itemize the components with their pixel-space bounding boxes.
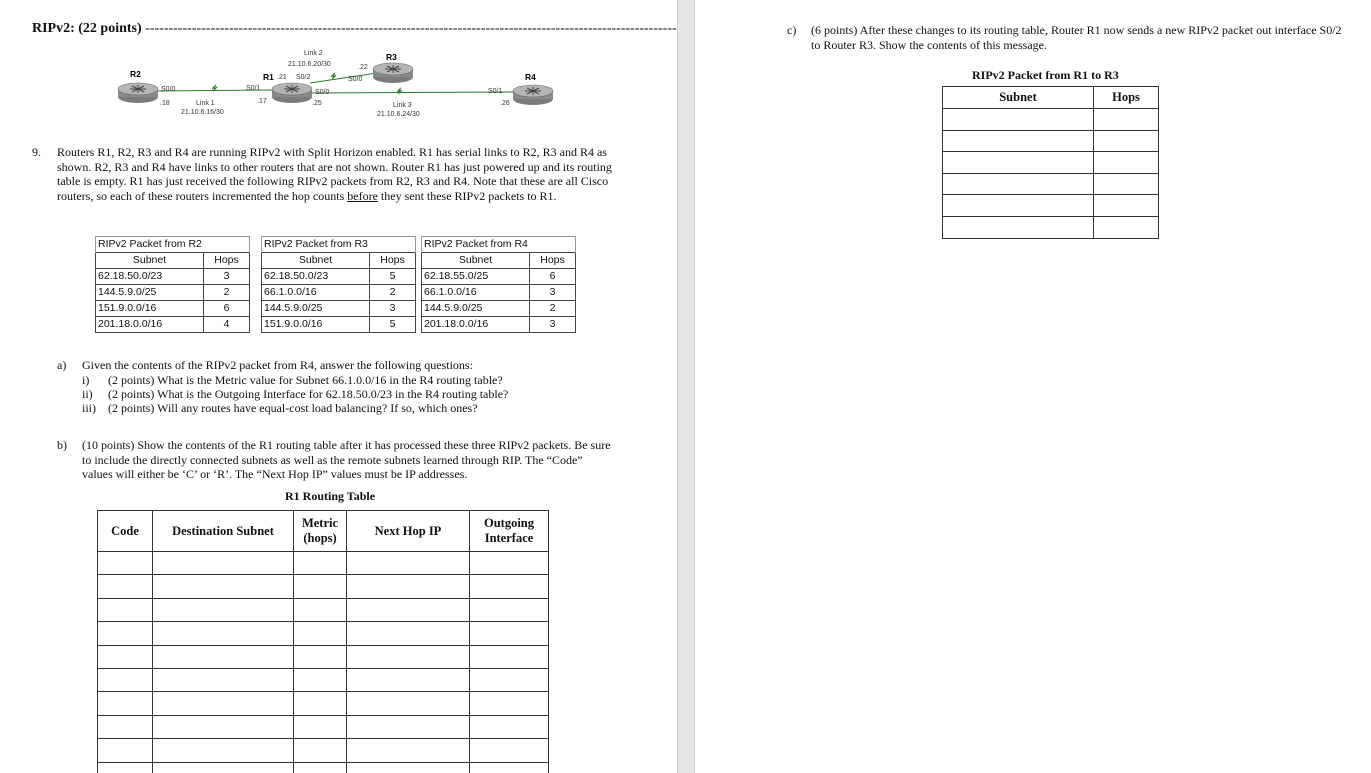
part-b-label: b): [57, 438, 67, 452]
blank-cell[interactable]: [98, 645, 153, 668]
blank-cell[interactable]: [153, 692, 294, 715]
r1-ip21-label: .21: [277, 74, 287, 81]
r1-s02-label: S0/2: [296, 74, 311, 81]
part-a-item-text: (2 points) What is the Metric value for Subnet 66.1.0.0/16 in the R4 routing table?: [108, 373, 503, 387]
blank-cell[interactable]: [294, 552, 347, 575]
column-header: Hops: [370, 253, 416, 269]
hops-cell: 3: [530, 317, 576, 333]
subnet-cell: 144.5.9.0/25: [422, 301, 530, 317]
blank-cell[interactable]: [98, 622, 153, 645]
blank-cell[interactable]: [294, 622, 347, 645]
section-title-text: RIPv2: (22 points): [32, 21, 142, 36]
table-row: [422, 285, 576, 301]
blank-cell[interactable]: [347, 598, 470, 621]
blank-cell[interactable]: [1094, 216, 1159, 238]
blank-cell[interactable]: [98, 715, 153, 738]
r1-s01-label: S0/1: [246, 85, 261, 92]
metric-line-1: Metric: [301, 516, 339, 530]
blank-cell[interactable]: [153, 668, 294, 691]
part-c-label: c): [787, 23, 797, 37]
packet-caption: RIPv2 Packet from R3: [262, 237, 416, 253]
blank-cell[interactable]: [153, 552, 294, 575]
table-row: [96, 301, 250, 317]
column-header-destination: Destination Subnet: [153, 511, 294, 552]
blank-cell[interactable]: [943, 130, 1094, 152]
subnet-cell: 62.18.55.0/25: [422, 269, 530, 285]
blank-cell[interactable]: [98, 575, 153, 598]
question-text-main: Routers R1, R2, R3 and R4 are running RIPv2 with Split Horizon enabled. R1 has serial links to R2, R3 and R4 as shown. R2, R3 and R4 have links to other routers that are not shown. Router R1 has just powered up and its routing table is empty. R1 has just received the following RIPv2 packets from R2, R3 and R4. Note that these are all Cisco routers, so each of these routers incremented the hop counts: [57, 145, 612, 203]
question-number: 9.: [32, 145, 41, 159]
document-page-1: [0, 0, 677, 773]
blank-cell[interactable]: [153, 575, 294, 598]
blank-row: [943, 130, 1159, 152]
blank-cell[interactable]: [1094, 195, 1159, 217]
part-c-text: (6 points) After these changes to its routing table, Router R1 now sends a new RIPv2 packet out interface S0/2 to Router R3. Show the contents of this message.: [811, 23, 1342, 52]
table-row: [262, 269, 416, 285]
link-1-name: Link 1: [196, 100, 215, 107]
hops-cell: 5: [370, 317, 416, 333]
router-r2-label: R2: [130, 69, 141, 79]
blank-row: [98, 552, 549, 575]
column-header-next-hop: Next Hop IP: [347, 511, 470, 552]
blank-cell[interactable]: [470, 739, 549, 762]
blank-cell[interactable]: [294, 645, 347, 668]
part-a-label: a): [57, 358, 67, 372]
blank-cell[interactable]: [98, 552, 153, 575]
blank-cell[interactable]: [943, 109, 1094, 131]
blank-cell[interactable]: [98, 739, 153, 762]
column-header-hops: Hops: [1094, 87, 1159, 109]
page-gutter: [677, 0, 695, 773]
blank-cell[interactable]: [470, 715, 549, 738]
blank-cell[interactable]: [470, 622, 549, 645]
blank-row: [943, 216, 1159, 238]
blank-cell[interactable]: [153, 739, 294, 762]
blank-cell[interactable]: [347, 622, 470, 645]
r4-s01-label: S0/1: [488, 88, 503, 95]
packet-r1-r3-table: [942, 86, 1159, 239]
routing-table-title: R1 Routing Table: [285, 489, 376, 503]
router-r3-icon: [373, 63, 413, 83]
blank-cell[interactable]: [153, 762, 294, 773]
r4-ip26-label: .26: [500, 100, 510, 107]
table-row: [96, 269, 250, 285]
blank-cell[interactable]: [347, 692, 470, 715]
subnet-cell: 66.1.0.0/16: [422, 285, 530, 301]
r1-ip17-label: .17: [257, 98, 267, 105]
blank-cell[interactable]: [1094, 109, 1159, 131]
subnet-cell: 201.18.0.0/16: [96, 317, 204, 333]
blank-row: [98, 622, 549, 645]
link-2-name: Link 2: [304, 50, 323, 57]
r2-s00-label: S0/0: [161, 86, 176, 93]
link-3-line: [310, 92, 518, 93]
blank-row: [98, 645, 549, 668]
hops-cell: 6: [204, 301, 250, 317]
packet-r1-r3-title: RIPv2 Packet from R1 to R3: [972, 68, 1119, 82]
r3-s00-label: S0/0: [348, 76, 363, 83]
subnet-cell: 62.18.50.0/23: [96, 269, 204, 285]
blank-cell[interactable]: [470, 598, 549, 621]
document-page-2: [695, 0, 1371, 773]
link-1-serial-icon: [212, 86, 217, 90]
hops-cell: 3: [530, 285, 576, 301]
blank-cell[interactable]: [943, 152, 1094, 174]
router-r3-label: R3: [386, 52, 397, 62]
outgoing-line-1: Outgoing: [483, 516, 534, 530]
link-3-subnet: 21.10.6.24/30: [377, 111, 420, 118]
packet-table-r3: [261, 236, 416, 333]
table-row: [422, 269, 576, 285]
blank-cell[interactable]: [294, 575, 347, 598]
blank-row: [98, 598, 549, 621]
subnet-cell: 144.5.9.0/25: [96, 285, 204, 301]
part-a-intro: Given the contents of the RIPv2 packet from R4, answer the following questions:: [82, 358, 473, 372]
part-a-item-text: (2 points) Will any routes have equal-cost load balancing? If so, which ones?: [108, 401, 478, 415]
link-3-name: Link 3: [393, 102, 412, 109]
outgoing-line-2: Interface: [484, 531, 534, 545]
table-row: [96, 317, 250, 333]
blank-cell[interactable]: [347, 762, 470, 773]
table-row: [262, 317, 416, 333]
blank-row: [98, 715, 549, 738]
hops-cell: 4: [204, 317, 250, 333]
column-header-metric: [294, 511, 347, 552]
router-r4-icon: [513, 85, 553, 105]
subnet-cell: 144.5.9.0/25: [262, 301, 370, 317]
blank-cell[interactable]: [347, 668, 470, 691]
blank-cell[interactable]: [294, 598, 347, 621]
column-header-outgoing: [470, 511, 549, 552]
network-diagram: [100, 45, 570, 125]
packet-table-r2: [95, 236, 250, 333]
blank-cell[interactable]: [153, 598, 294, 621]
blank-cell[interactable]: [294, 692, 347, 715]
blank-row: [943, 109, 1159, 131]
column-header: Subnet: [96, 253, 204, 269]
hops-cell: 3: [204, 269, 250, 285]
blank-row: [943, 173, 1159, 195]
blank-cell[interactable]: [98, 762, 153, 773]
blank-cell[interactable]: [153, 622, 294, 645]
title-rule: ------------------------------------------------------------------------------------------------------------------: [145, 21, 677, 36]
subnet-cell: 201.18.0.0/16: [422, 317, 530, 333]
hops-cell: 6: [530, 269, 576, 285]
blank-cell[interactable]: [347, 739, 470, 762]
blank-row: [98, 739, 549, 762]
column-header: Hops: [204, 253, 250, 269]
blank-cell[interactable]: [943, 173, 1094, 195]
hops-cell: 2: [204, 285, 250, 301]
router-r4-label: R4: [525, 72, 536, 82]
blank-cell[interactable]: [1094, 173, 1159, 195]
router-r2-icon: [118, 83, 158, 103]
subnet-cell: 66.1.0.0/16: [262, 285, 370, 301]
blank-cell[interactable]: [347, 715, 470, 738]
blank-cell[interactable]: [98, 668, 153, 691]
subnet-cell: 62.18.50.0/23: [262, 269, 370, 285]
blank-cell[interactable]: [943, 195, 1094, 217]
subnet-cell: 151.9.0.0/16: [262, 317, 370, 333]
blank-cell[interactable]: [294, 668, 347, 691]
link-1-subnet: 21.10.6.16/30: [181, 109, 224, 116]
blank-cell[interactable]: [470, 575, 549, 598]
r2-ip-label: .18: [160, 100, 170, 107]
link-2-subnet: 21.10.6.20/30: [288, 61, 331, 68]
column-header: Subnet: [422, 253, 530, 269]
question-text-end: they sent these RIPv2 packets to R1.: [377, 188, 557, 203]
column-header: Subnet: [262, 253, 370, 269]
packet-table-r4: [421, 236, 576, 333]
blank-cell[interactable]: [470, 762, 549, 773]
subnet-cell: 151.9.0.0/16: [96, 301, 204, 317]
router-r1-label: R1: [263, 72, 274, 82]
blank-cell[interactable]: [294, 739, 347, 762]
hops-cell: 2: [370, 285, 416, 301]
blank-row: [943, 195, 1159, 217]
section-title: [32, 21, 677, 37]
column-header-subnet: Subnet: [943, 87, 1094, 109]
router-r1-icon: [272, 83, 312, 103]
question-text: [57, 145, 617, 203]
blank-cell[interactable]: [347, 575, 470, 598]
blank-row: [98, 668, 549, 691]
blank-cell[interactable]: [294, 715, 347, 738]
packet-caption: RIPv2 Packet from R4: [422, 237, 576, 253]
packet-caption: RIPv2 Packet from R2: [96, 237, 250, 253]
table-row: [262, 285, 416, 301]
table-row: [262, 301, 416, 317]
link-2-serial-icon: [331, 74, 336, 78]
part-a-item-num: iii): [82, 401, 96, 415]
blank-row: [943, 152, 1159, 174]
blank-cell[interactable]: [470, 645, 549, 668]
table-row: [96, 285, 250, 301]
blank-cell[interactable]: [294, 762, 347, 773]
r1-ip25-label: .25: [312, 100, 322, 107]
hops-cell: 5: [370, 269, 416, 285]
blank-cell[interactable]: [1094, 152, 1159, 174]
blank-cell[interactable]: [470, 692, 549, 715]
blank-cell[interactable]: [470, 552, 549, 575]
part-a-item-num: ii): [82, 387, 93, 401]
blank-row: [98, 762, 549, 773]
blank-row: [98, 692, 549, 715]
part-a-item-num: i): [82, 373, 90, 387]
metric-line-2: (hops): [303, 531, 337, 545]
r1-routing-table: [97, 510, 549, 773]
hops-cell: 2: [530, 301, 576, 317]
blank-cell[interactable]: [153, 715, 294, 738]
blank-cell[interactable]: [347, 552, 470, 575]
r1-s00-label: S0/0: [315, 89, 330, 96]
link-2-line: [310, 73, 377, 83]
column-header-code: Code: [98, 511, 153, 552]
blank-cell[interactable]: [153, 645, 294, 668]
r3-ip22-label: .22: [358, 64, 368, 71]
blank-cell[interactable]: [347, 645, 470, 668]
blank-row: [98, 575, 549, 598]
blank-cell[interactable]: [1094, 130, 1159, 152]
part-b-text: (10 points) Show the contents of the R1 routing table after it has processed these three RIPv2 packets. Be sure to include the directly connected subnets as well as the remote subnets learned through RIP. The “Code” values will either be ‘C’ or ‘R’. The “Next Hop IP” values must be IP addresses.: [82, 438, 611, 481]
blank-cell[interactable]: [943, 216, 1094, 238]
blank-cell[interactable]: [470, 668, 549, 691]
column-header: Hops: [530, 253, 576, 269]
hops-cell: 3: [370, 301, 416, 317]
table-row: [422, 317, 576, 333]
blank-cell[interactable]: [98, 692, 153, 715]
part-a-item-text: (2 points) What is the Outgoing Interface for 62.18.50.0/23 in the R4 routing table?: [108, 387, 509, 401]
table-row: [422, 301, 576, 317]
blank-cell[interactable]: [98, 598, 153, 621]
question-text-underlined: before: [347, 188, 378, 203]
